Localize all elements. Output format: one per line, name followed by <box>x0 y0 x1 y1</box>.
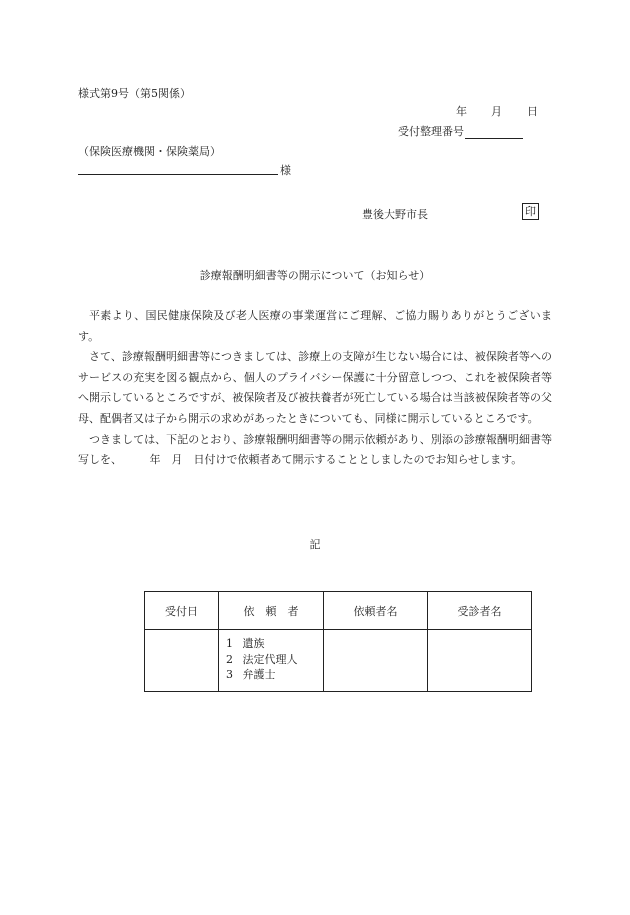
table-header-row <box>145 592 532 630</box>
date-month: 月 <box>491 105 502 118</box>
receipt-number-label: 受付整理番号 <box>398 125 464 138</box>
seal-stamp: 印 <box>522 203 539 220</box>
cell-requester <box>219 630 324 692</box>
receipt-number-blank <box>465 126 523 139</box>
header-patient-name: 受診者名 <box>428 592 532 630</box>
paragraph: つきましては、下記のとおり、診療報酬明細書等の開示依頼があり、別添の診療報酬明細書等写しを、 年 月 日付けで依頼者あて開示することとしましたのでお知らせします。 <box>78 432 552 467</box>
date-day: 日 <box>527 105 538 118</box>
addressee-label: （保険医療機関・保険薬局） <box>78 145 221 158</box>
header-reception-date: 受付日 <box>145 592 219 630</box>
form-number: 様式第9号（第5関係） <box>78 87 191 100</box>
list-item: 2 法定代理人 <box>226 652 298 666</box>
requester-options <box>219 630 323 683</box>
table-row <box>145 630 532 692</box>
request-table <box>144 591 532 692</box>
list-item: 1 遺族 <box>226 637 265 650</box>
addressee-blank-line <box>78 174 278 175</box>
ki-heading: 記 <box>309 538 321 551</box>
receipt-number <box>398 123 523 139</box>
paragraph: 平素より、国民健康保険及び老人医療の事業運営にご理解、ご協力賜りありがとうございます。 <box>78 309 552 343</box>
body-text <box>78 306 552 471</box>
sender: 豊後大野市長 <box>362 208 428 221</box>
cell-reception-date <box>145 630 219 692</box>
paragraph: さて、診療報酬明細書等につきましては、診療上の支障が生じない場合には、被保険者等へのサービスの充実を図る観点から、個人のプライバシー保護に十分留意しつつ、これを被保険者等へ開示しているところですが、被保険者及び被扶養者が死亡している場合は当該被保険者等の父母、配偶者又は子から開示の求めがあったときについても、同様に開示しているところです。 <box>78 350 552 425</box>
cell-requester-name <box>324 630 428 692</box>
header-requester: 依 頼 者 <box>219 592 324 630</box>
date-year: 年 <box>456 105 467 118</box>
header-requester-name: 依頼者名 <box>324 592 428 630</box>
document-title: 診療報酬明細書等の開示について（お知らせ） <box>199 269 431 282</box>
list-item: 3 弁護士 <box>226 668 276 681</box>
cell-patient-name <box>428 630 532 692</box>
honorific: 様 <box>280 164 291 177</box>
